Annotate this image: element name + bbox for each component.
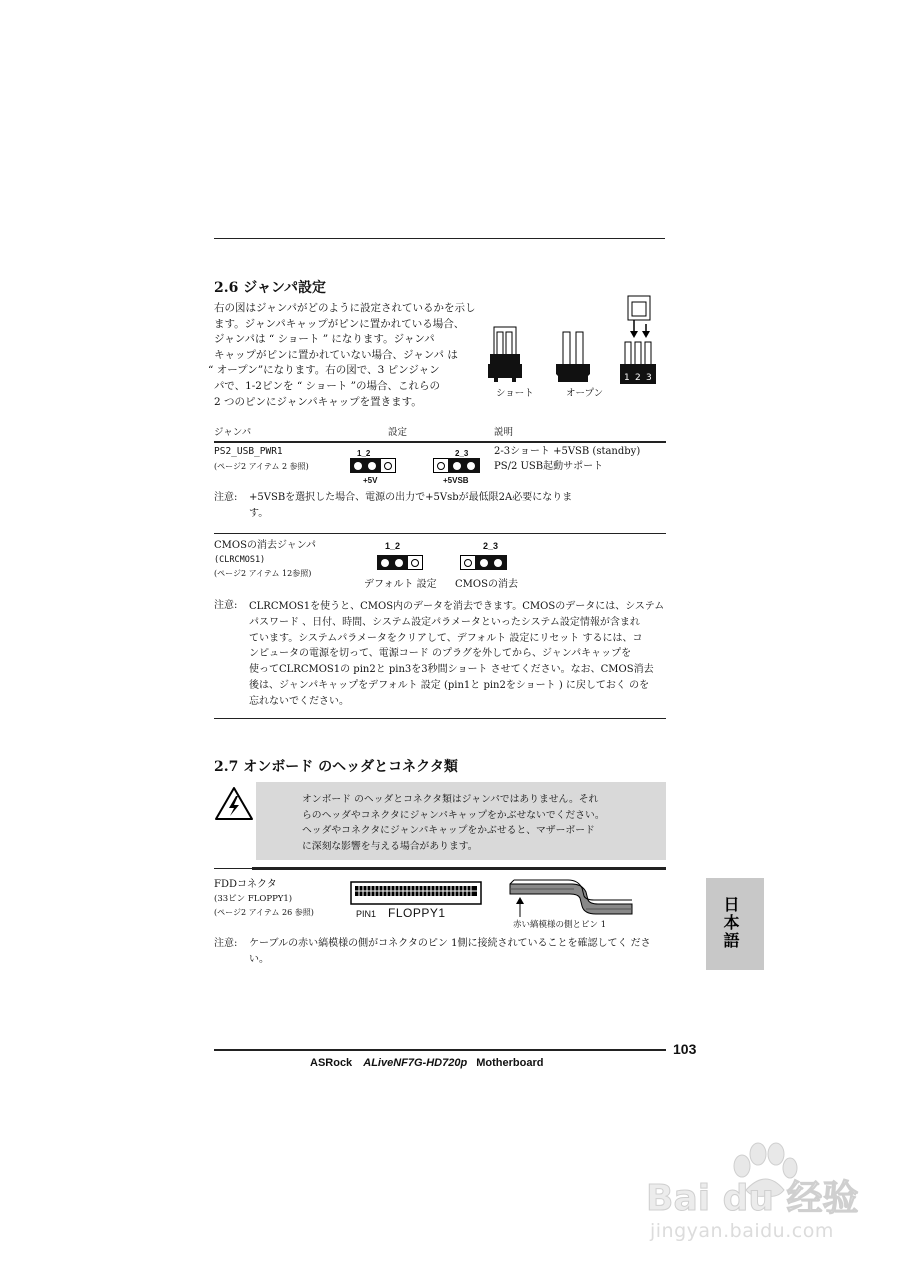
pin	[368, 462, 376, 470]
short-label: ショート	[496, 388, 534, 399]
three-pin-label-2: 2	[635, 373, 641, 383]
pwr-note-label: 注意:	[214, 492, 238, 503]
pwr-desc-1: 2-3ショート +5VSB (standby)	[494, 446, 641, 457]
language-side-tab-label: 日本語	[721, 896, 740, 950]
baidu-url: jingyan.baidu.com	[650, 1220, 834, 1242]
cmos-label-1-2: 1_2	[385, 541, 401, 551]
page-number: 103	[673, 1041, 697, 1057]
pin	[467, 462, 475, 470]
pwr-jumper-2-3	[433, 458, 479, 473]
pwr-jumper-name: PS2_USB_PWR1	[214, 446, 283, 457]
pin	[395, 559, 403, 567]
cmos-jumper-2-3	[460, 555, 506, 570]
footer-caption	[310, 1057, 543, 1069]
section-end-rule	[214, 718, 666, 719]
intro-line: “ オープン”になります。右の図で、3 ピンジャン	[208, 364, 440, 377]
cmos-note-label: 注意:	[214, 600, 238, 611]
three-pin-label-3: 3	[646, 373, 652, 383]
language-side-tab	[706, 878, 764, 970]
pwr-label-2-3: 2_3	[455, 449, 469, 458]
intro-line: パで、1-2ピンを “ ショート ”の場合、これらの	[214, 379, 441, 392]
warning-line: らのヘッダやコネクタにジャンパキャップをかぶせないでください。	[302, 809, 605, 821]
fdd-name: FDDコネクタ	[214, 879, 277, 890]
intro-line: ます。ジャンパキャップがピンに置かれている場合、	[214, 317, 465, 330]
fdd-note-line-2: い。	[249, 954, 269, 965]
three-pin-jumper-icon	[620, 296, 656, 384]
section-2-6-intro	[208, 301, 484, 410]
pwr-note-line-2: す。	[249, 508, 269, 519]
short-jumper-icon	[488, 327, 522, 382]
pwr-jumper-ref: (ページ2 アイテム 2 参照)	[214, 462, 309, 471]
floppy-connector-label: FLOPPY1	[388, 906, 446, 920]
cmos-jumper-code: (CLRCMOS1)	[214, 555, 266, 565]
cmos-note-line: パスワード 、日付、時間、システム設定パラメータといったシステム設定情報が含まれ	[249, 616, 640, 628]
cmos-sub-clear: CMOSの消去	[455, 579, 518, 590]
warning-line: に深刻な影響を与える場合があります。	[302, 840, 478, 852]
section-rule	[214, 533, 666, 534]
pin	[384, 462, 392, 470]
fdd-rule-thick	[252, 867, 666, 870]
cmos-note	[249, 599, 669, 710]
pwr-jumper-1-2	[350, 458, 396, 473]
header-setting: 設定	[388, 427, 408, 438]
cmos-label-2-3: 2_3	[483, 541, 499, 551]
cmos-note-line: 使ってCLRCMOS1の pin2と pin3を3秒間ショート させてください。なお、CMOS消去	[249, 664, 654, 676]
cmos-note-line: ンピュータの電源を切って、電源コード のプラグを外してから、ジャンパキャップを	[249, 648, 632, 660]
fdd-note-label: 注意:	[214, 938, 238, 949]
red-stripe-arrow-icon	[515, 897, 525, 917]
warning-text	[302, 792, 662, 854]
footer-model: ALiveNF7G-HD720p	[363, 1057, 468, 1069]
ribbon-cable-icon	[508, 878, 634, 918]
pwr-sub-5v: +5V	[363, 476, 378, 485]
fdd-ref: (ページ2 アイテム 26 参照)	[214, 908, 314, 917]
pwr-desc-2: PS/2 USB起動サポート	[494, 461, 604, 472]
cmos-note-line: ています。システムパラメータをクリアして、デフォルト 設定にリセット するには、コ	[249, 632, 643, 644]
header-jumper: ジャンパ	[214, 427, 252, 438]
footer-brand: ASRock	[310, 1057, 353, 1069]
pin	[464, 559, 472, 567]
intro-line: 右の図はジャンパがどのように設定されているかを示し	[214, 302, 476, 314]
pwr-note-line-1: +5VSBを選択した場合、電源の出力で+5Vsbが最低限2A必要になりま	[249, 492, 573, 503]
pin	[381, 559, 389, 567]
intro-line: キャップがピンに置かれていない場合、ジャンパ は	[214, 348, 458, 361]
intro-line: 2 つのピンにジャンパキャップを置きます。	[214, 395, 422, 408]
fdd-rule-thin	[214, 868, 252, 869]
floppy-connector-icon	[350, 880, 482, 908]
pin	[494, 559, 502, 567]
footer-product: Motherboard	[476, 1057, 544, 1069]
warning-line: オンボード のヘッダとコネクタ類はジャンパではありません。それ	[302, 794, 599, 805]
intro-line: ジャンパは “ ショート ” になります。ジャンパ	[214, 333, 435, 346]
baidu-logo-text: Bai du 经验	[646, 1178, 859, 1219]
ribbon-cable-label: 赤い縞模様の側とピン 1	[513, 920, 607, 930]
header-description: 説明	[494, 427, 514, 438]
open-label: オープン	[566, 388, 604, 399]
footer-rule	[214, 1049, 666, 1051]
baidu-watermark	[642, 1140, 872, 1250]
pin	[453, 462, 461, 470]
section-2-7-title: 2.7 オンボード のヘッダとコネクタ類	[214, 759, 458, 775]
warning-icon	[214, 786, 254, 822]
top-rule	[214, 238, 665, 239]
pin	[354, 462, 362, 470]
pwr-label-1-2: 1_2	[357, 449, 371, 458]
warning-line: ヘッダやコネクタにジャンパキャップをかぶせると、マザーボード	[302, 825, 595, 837]
fdd-note-line-1: ケーブルの赤い縞模様の側がコネクタのピン 1側に接続されていることを確認してく ださ	[249, 938, 651, 949]
open-jumper-icon	[556, 332, 590, 382]
pin	[411, 559, 419, 567]
cmos-jumper-1-2	[377, 555, 423, 570]
cmos-note-line: 忘れないでください。	[249, 695, 349, 707]
cmos-jumper-name: CMOSの消去ジャンパ	[214, 540, 317, 551]
fdd-code: (33ピン FLOPPY1)	[214, 894, 293, 904]
pin	[437, 462, 445, 470]
cmos-jumper-ref: (ページ2 アイテム 12参照)	[214, 569, 312, 578]
cmos-note-line: CLRCMOS1を使うと、CMOS内のデータを消去できます。CMOSのデータには、システム	[249, 601, 665, 612]
table-header-rule	[214, 441, 666, 443]
floppy-pin1-label: PIN1	[356, 909, 377, 919]
cmos-sub-default: デフォルト 設定	[364, 579, 437, 590]
pin	[480, 559, 488, 567]
three-pin-label-1: 1	[624, 373, 630, 383]
pwr-sub-5vsb: +5VSB	[443, 476, 469, 485]
cmos-note-line: 後は、ジャンパキャップをデフォルト 設定 (pin1と pin2をショート ) に戻しておく のを	[249, 679, 650, 691]
section-2-6-title: 2.6 ジャンパ設定	[214, 280, 326, 296]
